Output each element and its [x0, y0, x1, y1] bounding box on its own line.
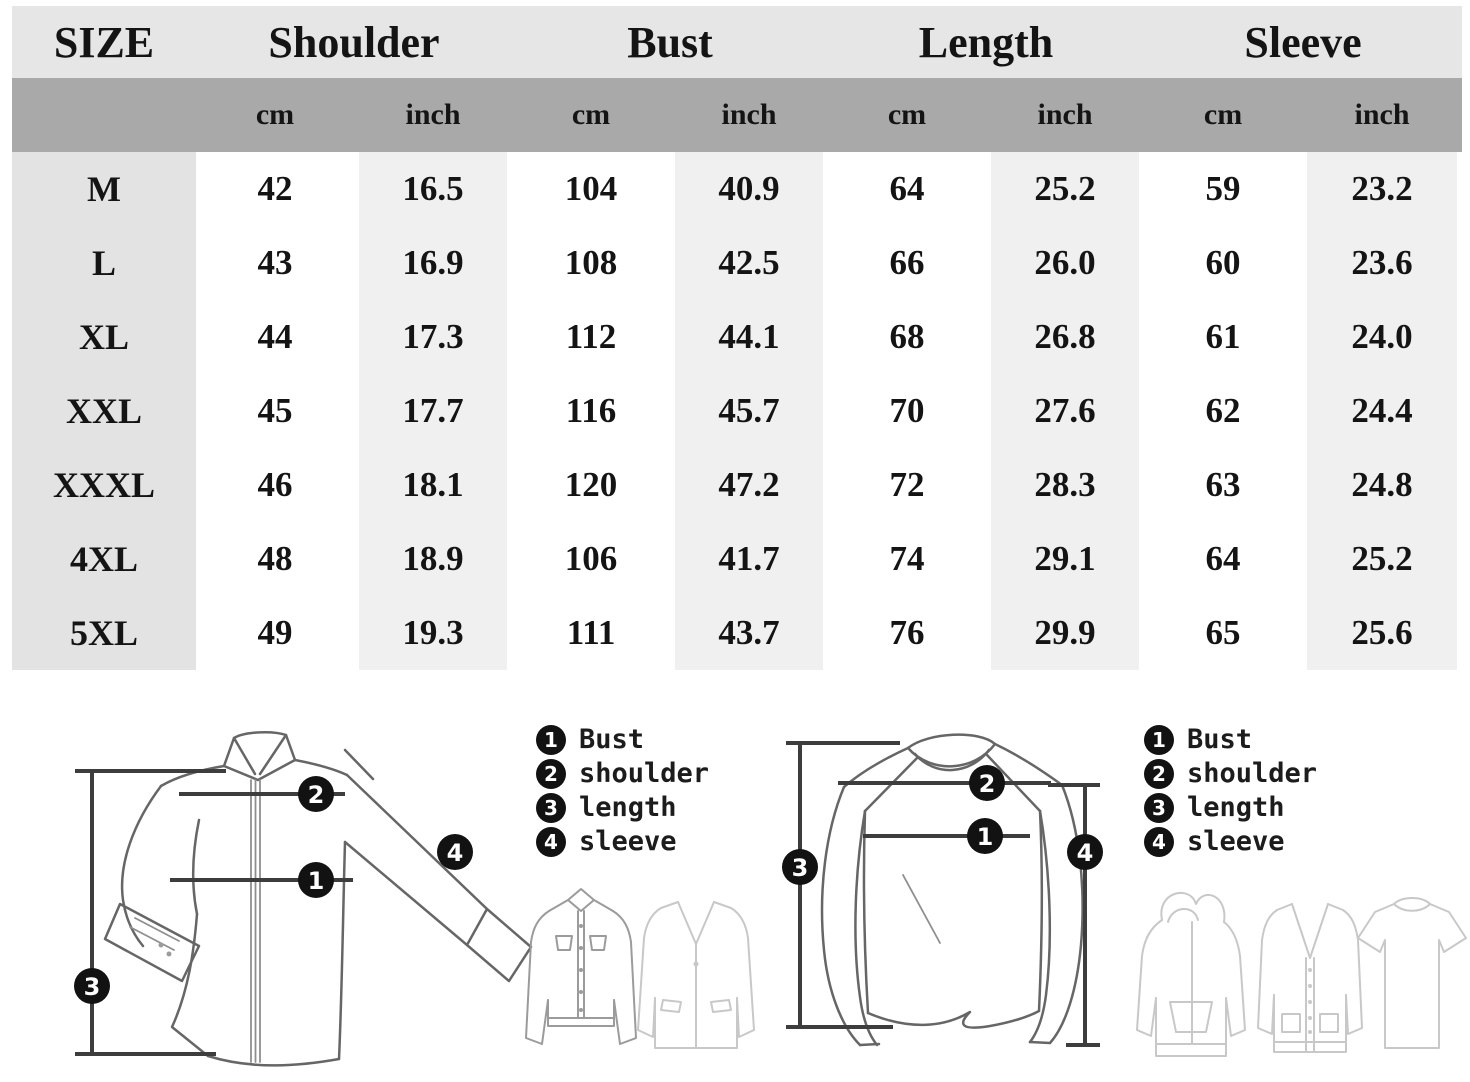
svg-text:3: 3 [83, 973, 101, 1001]
denim-jacket-icon [526, 889, 636, 1044]
legend-item-length [536, 792, 709, 823]
legend-label-sleeve: sleeve [579, 826, 677, 857]
value-cell: 64 [1144, 522, 1302, 596]
value-cell: 16.9 [354, 226, 512, 300]
value-cell: 26.0 [986, 226, 1144, 300]
sleeve-marker [437, 834, 473, 870]
sweater-right-shoulder [995, 744, 1062, 785]
legend-label-shoulder: shoulder [1187, 758, 1318, 789]
value-cell: 24.8 [1302, 448, 1462, 522]
value-cell: 64 [828, 152, 986, 226]
shirt-hem [208, 1056, 339, 1065]
svg-text:3: 3 [791, 854, 809, 882]
value-cell: 65 [1144, 596, 1302, 670]
length-measure-line [786, 743, 900, 1027]
sweater-neck-inner [908, 744, 995, 766]
value-cell: 18.1 [354, 448, 512, 522]
value-cell: 26.8 [986, 300, 1144, 374]
unit-cm: cm [512, 78, 670, 152]
measure-legend-right [1144, 724, 1317, 857]
sweater-right-cuff [1030, 1042, 1050, 1043]
value-cell: 62 [1144, 374, 1302, 448]
value-cell: 16.5 [354, 152, 512, 226]
legend-label-bust: Bust [1187, 724, 1253, 755]
value-cell: 74 [828, 522, 986, 596]
svg-text:2: 2 [978, 770, 996, 798]
units-empty-cell [12, 78, 196, 152]
shirt-left-cuff [105, 904, 199, 981]
legend-item-bust [536, 724, 709, 755]
value-cell: 104 [512, 152, 670, 226]
legend-badge-2: 2 [536, 759, 566, 789]
length-marker [782, 849, 818, 885]
shoulder-marker [298, 776, 334, 812]
legend-badge-3: 3 [1144, 793, 1174, 823]
sweater-measure-diagram [778, 715, 1158, 1080]
sleeve-marker [1067, 834, 1103, 870]
svg-text:1: 1 [976, 823, 994, 851]
cuff-button [167, 952, 172, 957]
shirt-body-left-edge [193, 820, 199, 914]
value-cell: 44.1 [670, 300, 828, 374]
value-cell: 43.7 [670, 596, 828, 670]
table-row [12, 300, 1462, 374]
value-cell: 116 [512, 374, 670, 448]
sweater-hem [868, 1011, 1039, 1028]
legend-item-bust [1144, 724, 1317, 755]
value-cell: 29.1 [986, 522, 1144, 596]
value-cell: 72 [828, 448, 986, 522]
svg-text:2: 2 [307, 781, 325, 809]
value-cell: 19.3 [354, 596, 512, 670]
value-cell: 17.3 [354, 300, 512, 374]
value-cell: 59 [1144, 152, 1302, 226]
shirt-collar-inner [224, 760, 295, 780]
value-cell: 76 [828, 596, 986, 670]
table-row [12, 448, 1462, 522]
value-cell: 24.0 [1302, 300, 1462, 374]
value-cell: 43 [196, 226, 354, 300]
legend-item-sleeve [1144, 826, 1317, 857]
value-cell: 61 [1144, 300, 1302, 374]
legend-label-bust: Bust [579, 724, 645, 755]
value-cell: 48 [196, 522, 354, 596]
legend-item-shoulder [536, 758, 709, 789]
sweater-fold-line [903, 875, 940, 943]
length-measure-line [75, 771, 226, 1054]
length-marker [74, 968, 110, 1004]
shirt-placket [251, 780, 260, 1062]
value-cell: 25.2 [1302, 522, 1462, 596]
value-cell: 120 [512, 448, 670, 522]
legend-badge-4: 4 [1144, 827, 1174, 857]
value-cell: 42.5 [670, 226, 828, 300]
value-cell: 17.7 [354, 374, 512, 448]
cardigan-icon [1258, 904, 1362, 1052]
value-cell: 63 [1144, 448, 1302, 522]
size-label: XXXL [12, 448, 196, 522]
legend-badge-1: 1 [1144, 725, 1174, 755]
legend-label-shoulder: shoulder [579, 758, 710, 789]
value-cell: 112 [512, 300, 670, 374]
group-header-bust: Bust [512, 6, 828, 78]
legend-item-length [1144, 792, 1317, 823]
value-cell: 23.6 [1302, 226, 1462, 300]
size-label: XL [12, 300, 196, 374]
svg-text:1: 1 [307, 867, 325, 895]
size-label: 4XL [12, 522, 196, 596]
value-cell: 68 [828, 300, 986, 374]
sweater-neck-top [908, 735, 995, 748]
table-row [12, 226, 1462, 300]
value-cell: 24.4 [1302, 374, 1462, 448]
size-label: 5XL [12, 596, 196, 670]
garment-thumbnails-left [518, 880, 788, 1075]
value-cell: 25.6 [1302, 596, 1462, 670]
unit-inch: inch [670, 78, 828, 152]
table-row [12, 152, 1462, 226]
value-cell: 29.9 [986, 596, 1144, 670]
shirt-body-right-edge [339, 842, 345, 1059]
garment-thumbnails-right [1132, 880, 1467, 1075]
table-row [12, 522, 1462, 596]
value-cell: 106 [512, 522, 670, 596]
shirt-sleeve-cap-seam [345, 750, 373, 779]
legend-badge-2: 2 [1144, 759, 1174, 789]
value-cell: 18.9 [354, 522, 512, 596]
legend-item-shoulder [1144, 758, 1317, 789]
unit-cm: cm [1144, 78, 1302, 152]
unit-cm: cm [196, 78, 354, 152]
legend-label-length: length [1187, 792, 1285, 823]
value-cell: 70 [828, 374, 986, 448]
svg-text:4: 4 [1076, 839, 1094, 867]
sweater-left-cuff [860, 1044, 879, 1045]
value-cell: 47.2 [670, 448, 828, 522]
unit-cm: cm [828, 78, 986, 152]
shirt-measure-diagram [48, 722, 558, 1082]
value-cell: 23.2 [1302, 152, 1462, 226]
legend-badge-3: 3 [536, 793, 566, 823]
size-label: XXL [12, 374, 196, 448]
value-cell: 49 [196, 596, 354, 670]
legend-badge-1: 1 [536, 725, 566, 755]
value-cell: 45 [196, 374, 354, 448]
table-row [12, 374, 1462, 448]
size-chart-table [12, 6, 1462, 670]
size-label: L [12, 226, 196, 300]
value-cell: 41.7 [670, 522, 828, 596]
group-header-shoulder: Shoulder [196, 6, 512, 78]
value-cell: 27.6 [986, 374, 1144, 448]
legend-item-sleeve [536, 826, 709, 857]
bust-marker [298, 862, 334, 898]
unit-inch: inch [354, 78, 512, 152]
tshirt-icon [1358, 898, 1466, 1048]
cuff-button [159, 943, 164, 948]
value-cell: 44 [196, 300, 354, 374]
size-label: M [12, 152, 196, 226]
value-cell: 28.3 [986, 448, 1144, 522]
sweater-right-sleeve-outer [1050, 785, 1083, 1043]
sweater-body-right-edge [1039, 811, 1042, 1011]
group-header-sleeve: Sleeve [1144, 6, 1462, 78]
value-cell: 66 [828, 226, 986, 300]
value-cell: 42 [196, 152, 354, 226]
shoulder-marker [969, 765, 1005, 801]
table-units-row [12, 78, 1462, 152]
measure-legend-left [536, 724, 709, 857]
legend-badge-4: 4 [536, 827, 566, 857]
value-cell: 25.2 [986, 152, 1144, 226]
legend-label-length: length [579, 792, 677, 823]
unit-inch: inch [986, 78, 1144, 152]
sweater-body-left-edge [864, 811, 868, 1013]
size-header: SIZE [12, 6, 196, 78]
value-cell: 60 [1144, 226, 1302, 300]
sweater-left-sleeve-inner [855, 811, 877, 1045]
legend-label-sleeve: sleeve [1187, 826, 1285, 857]
value-cell: 46 [196, 448, 354, 522]
group-header-length: Length [828, 6, 1144, 78]
value-cell: 40.9 [670, 152, 828, 226]
value-cell: 45.7 [670, 374, 828, 448]
hoodie-icon [1137, 893, 1245, 1056]
unit-inch: inch [1302, 78, 1462, 152]
table-header-row [12, 6, 1462, 78]
shirt-right-shoulder [295, 760, 347, 775]
blazer-icon [638, 902, 754, 1048]
value-cell: 108 [512, 226, 670, 300]
bust-marker [967, 818, 1003, 854]
value-cell: 111 [512, 596, 670, 670]
table-row [12, 596, 1462, 670]
svg-text:4: 4 [446, 839, 464, 867]
